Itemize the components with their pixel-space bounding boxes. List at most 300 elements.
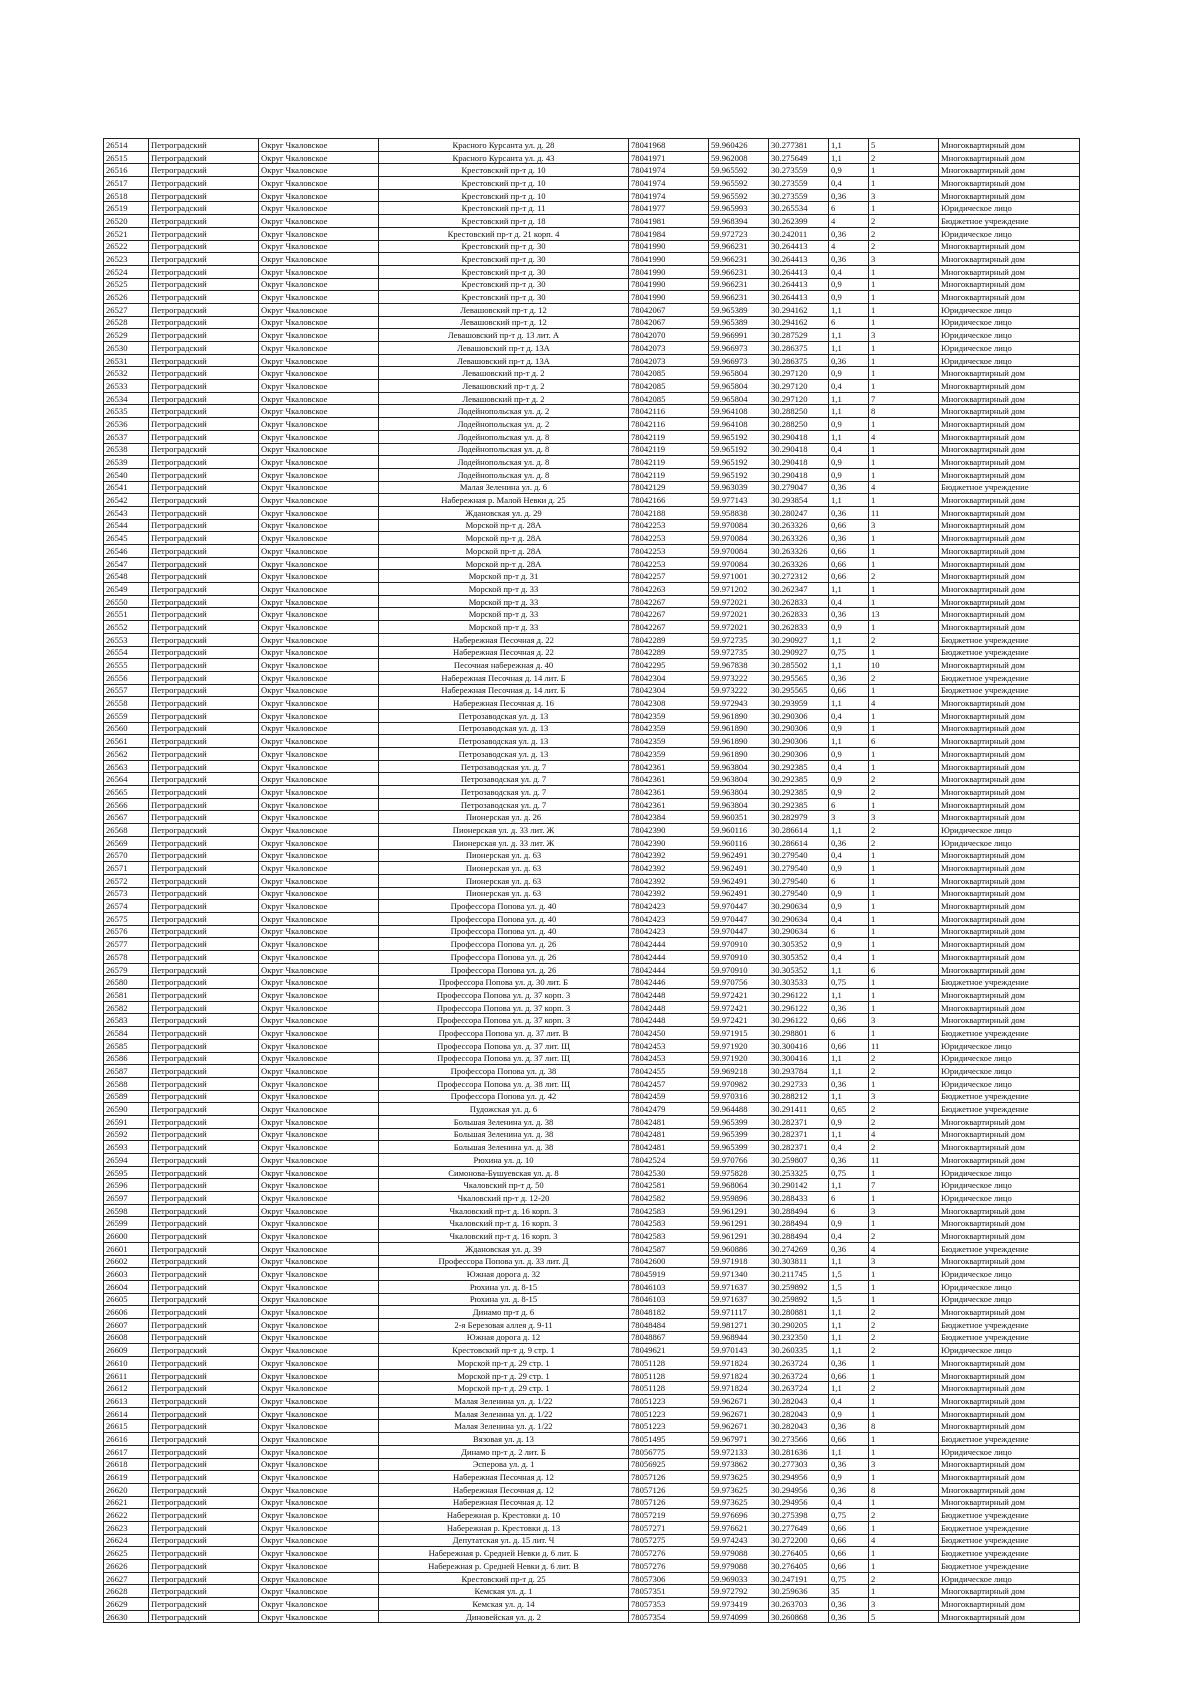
table-row — [104, 545, 1080, 558]
cell-address: Морской пр-т д. 29 стр. 1 — [379, 1382, 629, 1395]
cell-lat: 59.971824 — [709, 1382, 769, 1395]
cell-address: Петрозаводская ул. д. 7 — [379, 760, 629, 773]
cell-district: Петроградский — [149, 684, 259, 697]
cell-address: Профессора Попова ул. д. 38 — [379, 1065, 629, 1078]
cell-okrug: Округ Чкаловское — [259, 1052, 379, 1065]
cell-lat: 59.970447 — [709, 925, 769, 938]
cell-district: Петроградский — [149, 392, 259, 405]
cell-lat: 59.965804 — [709, 392, 769, 405]
cell-count: 2 — [869, 773, 939, 786]
cell-type: Многоквартирный дом — [939, 506, 1080, 519]
cell-lon: 30.294162 — [769, 316, 829, 329]
cell-type: Многоквартирный дом — [939, 1141, 1080, 1154]
cell-code: 78057276 — [629, 1560, 709, 1573]
cell-lon: 30.288494 — [769, 1217, 829, 1230]
cell-code: 78051128 — [629, 1357, 709, 1370]
cell-okrug: Округ Чкаловское — [259, 1039, 379, 1052]
cell-okrug: Округ Чкаловское — [259, 418, 379, 431]
table-row — [104, 316, 1080, 329]
cell-lat: 59.973419 — [709, 1598, 769, 1611]
cell-value: 0,36 — [829, 1154, 869, 1167]
cell-okrug: Округ Чкаловское — [259, 1572, 379, 1585]
cell-okrug: Округ Чкаловское — [259, 963, 379, 976]
cell-num: 26604 — [104, 1280, 149, 1293]
cell-district: Петроградский — [149, 659, 259, 672]
cell-value: 0,75 — [829, 976, 869, 989]
cell-lat: 59.970084 — [709, 557, 769, 570]
table-row — [104, 1077, 1080, 1090]
cell-count: 1 — [869, 900, 939, 913]
cell-count: 1 — [869, 1471, 939, 1484]
cell-district: Петроградский — [149, 874, 259, 887]
cell-num: 26532 — [104, 367, 149, 380]
cell-code: 78041968 — [629, 139, 709, 152]
cell-count: 1 — [869, 1217, 939, 1230]
cell-district: Петроградский — [149, 519, 259, 532]
cell-district: Петроградский — [149, 240, 259, 253]
cell-lon: 30.305352 — [769, 951, 829, 964]
cell-num: 26517 — [104, 177, 149, 190]
cell-value: 0,66 — [829, 1369, 869, 1382]
cell-district: Петроградский — [149, 989, 259, 1002]
cell-num: 26630 — [104, 1610, 149, 1623]
cell-value: 0,9 — [829, 164, 869, 177]
cell-code: 78042587 — [629, 1242, 709, 1255]
cell-lon: 30.305352 — [769, 963, 829, 976]
cell-type: Многоквартирный дом — [939, 1217, 1080, 1230]
cell-okrug: Округ Чкаловское — [259, 1306, 379, 1319]
cell-value: 0,4 — [829, 1496, 869, 1509]
cell-lon: 30.286375 — [769, 354, 829, 367]
cell-code: 78051223 — [629, 1420, 709, 1433]
cell-address: Набережная Песочная д. 22 — [379, 646, 629, 659]
cell-district: Петроградский — [149, 1280, 259, 1293]
cell-type: Многоквартирный дом — [939, 925, 1080, 938]
cell-count: 11 — [869, 506, 939, 519]
cell-code: 78042295 — [629, 659, 709, 672]
table-row — [104, 887, 1080, 900]
cell-lon: 30.282043 — [769, 1407, 829, 1420]
cell-okrug: Округ Чкаловское — [259, 1192, 379, 1205]
cell-count: 1 — [869, 468, 939, 481]
cell-type: Юридическое лицо — [939, 1445, 1080, 1458]
cell-code: 78042119 — [629, 456, 709, 469]
cell-num: 26624 — [104, 1534, 149, 1547]
cell-lat: 59.959896 — [709, 1192, 769, 1205]
cell-lat: 59.969218 — [709, 1065, 769, 1078]
cell-district: Петроградский — [149, 506, 259, 519]
cell-okrug: Округ Чкаловское — [259, 595, 379, 608]
cell-okrug: Округ Чкаловское — [259, 278, 379, 291]
cell-okrug: Округ Чкаловское — [259, 456, 379, 469]
cell-code: 78042359 — [629, 748, 709, 761]
cell-okrug: Округ Чкаловское — [259, 989, 379, 1002]
cell-code: 78042085 — [629, 380, 709, 393]
cell-address: Набережная Песочная д. 12 — [379, 1483, 629, 1496]
cell-lon: 30.290634 — [769, 900, 829, 913]
table-row — [104, 278, 1080, 291]
table-row — [104, 1204, 1080, 1217]
cell-lat: 59.966231 — [709, 278, 769, 291]
table-row — [104, 1039, 1080, 1052]
cell-num: 26612 — [104, 1382, 149, 1395]
cell-type: Юридическое лицо — [939, 836, 1080, 849]
cell-okrug: Округ Чкаловское — [259, 329, 379, 342]
cell-count: 2 — [869, 1103, 939, 1116]
cell-lon: 30.286614 — [769, 836, 829, 849]
cell-value: 0,75 — [829, 1509, 869, 1522]
cell-count: 3 — [869, 1204, 939, 1217]
cell-district: Петроградский — [149, 887, 259, 900]
cell-count: 1 — [869, 621, 939, 634]
cell-value: 0,36 — [829, 1458, 869, 1471]
cell-count: 2 — [869, 240, 939, 253]
cell-value: 0,36 — [829, 1077, 869, 1090]
cell-okrug: Округ Чкаловское — [259, 545, 379, 558]
cell-type: Многоквартирный дом — [939, 151, 1080, 164]
cell-num: 26589 — [104, 1090, 149, 1103]
cell-type: Многоквартирный дом — [939, 1395, 1080, 1408]
cell-address: Песочная набережная д. 40 — [379, 659, 629, 672]
cell-lon: 30.275398 — [769, 1509, 829, 1522]
cell-code: 78048867 — [629, 1331, 709, 1344]
cell-num: 26550 — [104, 595, 149, 608]
cell-value: 0,9 — [829, 862, 869, 875]
table-row — [104, 1052, 1080, 1065]
cell-district: Петроградский — [149, 1154, 259, 1167]
cell-okrug: Округ Чкаловское — [259, 1077, 379, 1090]
cell-okrug: Округ Чкаловское — [259, 671, 379, 684]
cell-type: Многоквартирный дом — [939, 938, 1080, 951]
cell-type: Многоквартирный дом — [939, 1585, 1080, 1598]
cell-code: 78041971 — [629, 151, 709, 164]
cell-okrug: Округ Чкаловское — [259, 481, 379, 494]
cell-district: Петроградский — [149, 798, 259, 811]
cell-lat: 59.973625 — [709, 1471, 769, 1484]
cell-okrug: Округ Чкаловское — [259, 303, 379, 316]
cell-count: 2 — [869, 633, 939, 646]
cell-lon: 30.260868 — [769, 1610, 829, 1623]
cell-okrug: Округ Чкаловское — [259, 1445, 379, 1458]
table-row — [104, 303, 1080, 316]
cell-lat: 59.970756 — [709, 976, 769, 989]
cell-num: 26564 — [104, 773, 149, 786]
cell-type: Многоквартирный дом — [939, 291, 1080, 304]
cell-address: Рюхина ул. д. 8-15 — [379, 1280, 629, 1293]
cell-code: 78057271 — [629, 1521, 709, 1534]
cell-okrug: Округ Чкаловское — [259, 443, 379, 456]
cell-num: 26534 — [104, 392, 149, 405]
cell-address: Крестовский пр-т д. 10 — [379, 189, 629, 202]
cell-address: Крестовский пр-т д. 9 стр. 1 — [379, 1344, 629, 1357]
cell-okrug: Округ Чкаловское — [259, 824, 379, 837]
cell-lat: 59.965592 — [709, 189, 769, 202]
cell-lon: 30.300416 — [769, 1052, 829, 1065]
cell-num: 26605 — [104, 1293, 149, 1306]
cell-lon: 30.296122 — [769, 1014, 829, 1027]
cell-lat: 59.972421 — [709, 1014, 769, 1027]
cell-okrug: Округ Чкаловское — [259, 1115, 379, 1128]
cell-okrug: Округ Чкаловское — [259, 291, 379, 304]
cell-num: 26546 — [104, 545, 149, 558]
table-row — [104, 608, 1080, 621]
cell-type: Юридическое лицо — [939, 1052, 1080, 1065]
cell-type: Многоквартирный дом — [939, 1357, 1080, 1370]
cell-okrug: Округ Чкаловское — [259, 189, 379, 202]
cell-code: 78042444 — [629, 963, 709, 976]
cell-count: 4 — [869, 481, 939, 494]
cell-okrug: Округ Чкаловское — [259, 646, 379, 659]
cell-lat: 59.966991 — [709, 329, 769, 342]
cell-okrug: Округ Чкаловское — [259, 1255, 379, 1268]
cell-lon: 30.262833 — [769, 608, 829, 621]
table-row — [104, 1420, 1080, 1433]
cell-district: Петроградский — [149, 1598, 259, 1611]
cell-district: Петроградский — [149, 760, 259, 773]
cell-address: Чкаловский пр-т д. 50 — [379, 1179, 629, 1192]
table-row — [104, 760, 1080, 773]
cell-type: Бюджетное учреждение — [939, 684, 1080, 697]
cell-district: Петроградский — [149, 354, 259, 367]
cell-address: Морской пр-т д. 29 стр. 1 — [379, 1357, 629, 1370]
cell-count: 8 — [869, 405, 939, 418]
cell-district: Петроградский — [149, 1318, 259, 1331]
cell-lat: 59.965192 — [709, 468, 769, 481]
cell-code: 78042304 — [629, 671, 709, 684]
table-body — [104, 139, 1080, 1623]
cell-code: 78042444 — [629, 938, 709, 951]
cell-value: 1,1 — [829, 1065, 869, 1078]
cell-count: 1 — [869, 342, 939, 355]
cell-okrug: Округ Чкаловское — [259, 1496, 379, 1509]
cell-num: 26593 — [104, 1141, 149, 1154]
cell-lat: 59.965389 — [709, 303, 769, 316]
cell-district: Петроградский — [149, 1166, 259, 1179]
cell-okrug: Округ Чкаловское — [259, 557, 379, 570]
cell-num: 26575 — [104, 912, 149, 925]
cell-lon: 30.290418 — [769, 430, 829, 443]
cell-district: Петроградский — [149, 139, 259, 152]
cell-type: Многоквартирный дом — [939, 722, 1080, 735]
table-row — [104, 253, 1080, 266]
cell-type: Многоквартирный дом — [939, 1483, 1080, 1496]
cell-type: Многоквартирный дом — [939, 798, 1080, 811]
table-row — [104, 595, 1080, 608]
cell-type: Многоквартирный дом — [939, 709, 1080, 722]
cell-lat: 59.963804 — [709, 773, 769, 786]
cell-lat: 59.961890 — [709, 748, 769, 761]
cell-type: Бюджетное учреждение — [939, 633, 1080, 646]
cell-address: Петрозаводская ул. д. 13 — [379, 748, 629, 761]
cell-lon: 30.263724 — [769, 1382, 829, 1395]
table-row — [104, 1128, 1080, 1141]
cell-type: Многоквартирный дом — [939, 519, 1080, 532]
cell-okrug: Округ Чкаловское — [259, 1154, 379, 1167]
cell-lon: 30.286614 — [769, 824, 829, 837]
cell-lat: 59.972133 — [709, 1445, 769, 1458]
cell-num: 26621 — [104, 1496, 149, 1509]
cell-count: 1 — [869, 164, 939, 177]
cell-okrug: Округ Чкаловское — [259, 1382, 379, 1395]
table-row — [104, 468, 1080, 481]
cell-count: 1 — [869, 1192, 939, 1205]
cell-okrug: Округ Чкаловское — [259, 976, 379, 989]
table-row — [104, 912, 1080, 925]
cell-num: 26539 — [104, 456, 149, 469]
cell-type: Многоквартирный дом — [939, 1610, 1080, 1623]
cell-okrug: Округ Чкаловское — [259, 735, 379, 748]
table-row — [104, 1166, 1080, 1179]
cell-lat: 59.971824 — [709, 1369, 769, 1382]
cell-lon: 30.279540 — [769, 862, 829, 875]
cell-value: 0,66 — [829, 1014, 869, 1027]
cell-okrug: Округ Чкаловское — [259, 506, 379, 519]
cell-type: Бюджетное учреждение — [939, 1090, 1080, 1103]
cell-okrug: Округ Чкаловское — [259, 621, 379, 634]
cell-code: 78042253 — [629, 519, 709, 532]
cell-lat: 59.961291 — [709, 1217, 769, 1230]
cell-okrug: Округ Чкаловское — [259, 265, 379, 278]
table-row — [104, 1496, 1080, 1509]
cell-lat: 59.967838 — [709, 659, 769, 672]
cell-count: 1 — [869, 177, 939, 190]
cell-code: 78057219 — [629, 1509, 709, 1522]
cell-lat: 59.964108 — [709, 405, 769, 418]
cell-okrug: Округ Чкаловское — [259, 177, 379, 190]
cell-num: 26570 — [104, 849, 149, 862]
cell-lon: 30.262399 — [769, 215, 829, 228]
cell-lat: 59.970447 — [709, 912, 769, 925]
cell-lon: 30.290418 — [769, 443, 829, 456]
table-row — [104, 786, 1080, 799]
cell-type: Юридическое лицо — [939, 316, 1080, 329]
cell-value: 0,36 — [829, 1598, 869, 1611]
cell-lon: 30.259636 — [769, 1585, 829, 1598]
cell-address: Лодейнопольская ул. д. 2 — [379, 418, 629, 431]
cell-district: Петроградский — [149, 329, 259, 342]
cell-value: 0,4 — [829, 1395, 869, 1408]
cell-district: Петроградский — [149, 1179, 259, 1192]
cell-count: 13 — [869, 608, 939, 621]
cell-count: 1 — [869, 443, 939, 456]
cell-okrug: Округ Чкаловское — [259, 1509, 379, 1522]
cell-num: 26515 — [104, 151, 149, 164]
cell-code: 78041974 — [629, 164, 709, 177]
cell-okrug: Округ Чкаловское — [259, 532, 379, 545]
cell-district: Петроградский — [149, 621, 259, 634]
cell-lon: 30.290927 — [769, 633, 829, 646]
cell-okrug: Округ Чкаловское — [259, 1547, 379, 1560]
cell-num: 26563 — [104, 760, 149, 773]
cell-count: 4 — [869, 1534, 939, 1547]
cell-lon: 30.263326 — [769, 545, 829, 558]
cell-okrug: Округ Чкаловское — [259, 786, 379, 799]
cell-district: Петроградский — [149, 1268, 259, 1281]
cell-district: Петроградский — [149, 1369, 259, 1382]
cell-value: 0,75 — [829, 1166, 869, 1179]
cell-type: Многоквартирный дом — [939, 443, 1080, 456]
cell-type: Юридическое лицо — [939, 1179, 1080, 1192]
table-row — [104, 1318, 1080, 1331]
cell-address: Морской пр-т д. 31 — [379, 570, 629, 583]
cell-type: Многоквартирный дом — [939, 278, 1080, 291]
table-row — [104, 1103, 1080, 1116]
cell-district: Петроградский — [149, 608, 259, 621]
cell-okrug: Округ Чкаловское — [259, 1471, 379, 1484]
cell-lat: 59.968394 — [709, 215, 769, 228]
cell-type: Многоквартирный дом — [939, 367, 1080, 380]
table-row — [104, 938, 1080, 951]
cell-lon: 30.293959 — [769, 697, 829, 710]
cell-lat: 59.968944 — [709, 1331, 769, 1344]
cell-value: 1,1 — [829, 303, 869, 316]
cell-okrug: Округ Чкаловское — [259, 1318, 379, 1331]
cell-address: Профессора Попова ул. д. 26 — [379, 963, 629, 976]
cell-type: Многоквартирный дом — [939, 405, 1080, 418]
cell-district: Петроградский — [149, 951, 259, 964]
cell-count: 4 — [869, 1242, 939, 1255]
cell-code: 78042067 — [629, 303, 709, 316]
cell-lon: 30.259807 — [769, 1154, 829, 1167]
cell-type: Многоквартирный дом — [939, 1001, 1080, 1014]
cell-value: 1,1 — [829, 659, 869, 672]
cell-type: Бюджетное учреждение — [939, 481, 1080, 494]
cell-num: 26568 — [104, 824, 149, 837]
cell-code: 78042457 — [629, 1077, 709, 1090]
cell-address: Набережная р. Крестовки д. 13 — [379, 1521, 629, 1534]
cell-address: Набережная Песочная д. 12 — [379, 1471, 629, 1484]
cell-num: 26588 — [104, 1077, 149, 1090]
cell-okrug: Округ Чкаловское — [259, 367, 379, 380]
cell-value: 0,36 — [829, 1420, 869, 1433]
table-row — [104, 646, 1080, 659]
table-row — [104, 519, 1080, 532]
cell-num: 26552 — [104, 621, 149, 634]
cell-type: Бюджетное учреждение — [939, 1433, 1080, 1446]
table-row — [104, 1027, 1080, 1040]
cell-num: 26527 — [104, 303, 149, 316]
cell-lon: 30.292385 — [769, 773, 829, 786]
cell-value: 0,36 — [829, 481, 869, 494]
cell-value: 0,36 — [829, 1483, 869, 1496]
cell-okrug: Округ Чкаловское — [259, 316, 379, 329]
cell-address: Левашовский пр-т д. 2 — [379, 392, 629, 405]
cell-lon: 30.290634 — [769, 912, 829, 925]
cell-type: Юридическое лицо — [939, 202, 1080, 215]
cell-district: Петроградский — [149, 1547, 259, 1560]
cell-num: 26516 — [104, 164, 149, 177]
cell-code: 78045919 — [629, 1268, 709, 1281]
cell-code: 78042392 — [629, 849, 709, 862]
cell-address: Набережная р. Средней Невки д. 6 лит. В — [379, 1560, 629, 1573]
cell-okrug: Округ Чкаловское — [259, 405, 379, 418]
table-row — [104, 481, 1080, 494]
cell-lon: 30.282979 — [769, 811, 829, 824]
cell-type: Многоквартирный дом — [939, 951, 1080, 964]
cell-count: 1 — [869, 583, 939, 596]
cell-lat: 59.961890 — [709, 709, 769, 722]
cell-district: Петроградский — [149, 938, 259, 951]
cell-address: Профессора Попова ул. д. 40 — [379, 900, 629, 913]
cell-num: 26562 — [104, 748, 149, 761]
cell-num: 26620 — [104, 1483, 149, 1496]
cell-okrug: Округ Чкаловское — [259, 1179, 379, 1192]
cell-value: 1,1 — [829, 989, 869, 1002]
table-row — [104, 824, 1080, 837]
cell-lat: 59.973222 — [709, 684, 769, 697]
cell-okrug: Округ Чкаловское — [259, 1230, 379, 1243]
cell-address: 2-я Березовая аллея д. 9-11 — [379, 1318, 629, 1331]
